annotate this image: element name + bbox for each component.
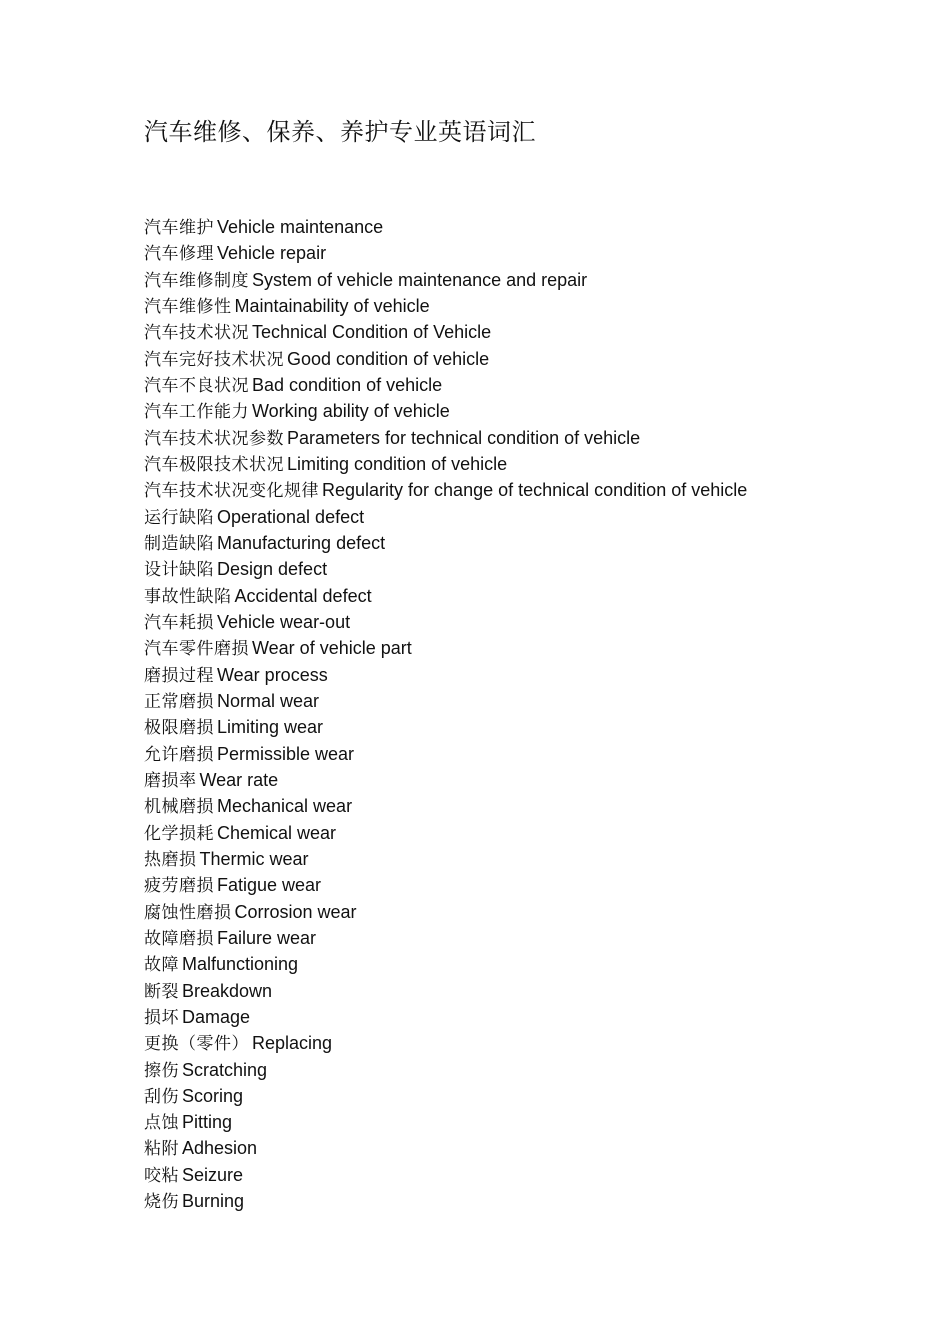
english-term: Bad condition of vehicle bbox=[252, 374, 443, 395]
chinese-term: 擦伤 bbox=[144, 1060, 179, 1081]
english-term: Damage bbox=[182, 1006, 251, 1027]
chinese-term: 允许磨损 bbox=[144, 744, 214, 765]
glossary-entry bbox=[144, 609, 747, 635]
english-term: Permissible wear bbox=[217, 743, 355, 764]
english-term: Normal wear bbox=[217, 690, 320, 711]
glossary-entry bbox=[144, 372, 747, 398]
english-term: Vehicle repair bbox=[217, 243, 327, 264]
glossary-entry bbox=[144, 688, 747, 714]
english-term: Limiting wear bbox=[217, 717, 324, 738]
glossary-entry bbox=[144, 346, 747, 372]
chinese-term: 汽车技术状况参数 bbox=[144, 428, 284, 449]
chinese-term: 汽车耗损 bbox=[144, 612, 214, 633]
english-term: Corrosion wear bbox=[234, 901, 357, 922]
chinese-term: 疲劳磨损 bbox=[144, 876, 214, 897]
chinese-term: 更换（零件） bbox=[144, 1034, 249, 1055]
english-term: Burning bbox=[182, 1191, 245, 1212]
chinese-term: 化学损耗 bbox=[144, 823, 214, 844]
english-term: Technical Condition of Vehicle bbox=[252, 322, 492, 343]
glossary-entry bbox=[144, 477, 747, 503]
glossary-entry bbox=[144, 267, 747, 293]
chinese-term: 汽车技术状况变化规律 bbox=[144, 481, 319, 502]
chinese-term: 汽车不良状况 bbox=[144, 375, 249, 396]
chinese-term: 磨损过程 bbox=[144, 665, 214, 686]
chinese-term: 汽车修理 bbox=[144, 244, 214, 265]
glossary-entry bbox=[144, 635, 747, 661]
glossary-entry bbox=[144, 793, 747, 819]
english-term: Limiting condition of vehicle bbox=[287, 453, 508, 474]
english-term: Chemical wear bbox=[217, 822, 337, 843]
english-term: Accidental defect bbox=[234, 585, 372, 606]
chinese-term: 汽车完好技术状况 bbox=[144, 349, 284, 370]
glossary-entry bbox=[144, 556, 747, 582]
glossary-entry bbox=[144, 872, 747, 898]
chinese-term: 运行缺陷 bbox=[144, 507, 214, 528]
english-term: Fatigue wear bbox=[217, 875, 322, 896]
english-term: Vehicle maintenance bbox=[217, 217, 384, 237]
chinese-term: 粘附 bbox=[144, 1139, 179, 1160]
english-term: Scratching bbox=[182, 1059, 268, 1080]
glossary-entry bbox=[144, 451, 747, 477]
chinese-term: 事故性缺陷 bbox=[144, 586, 232, 607]
english-term: Good condition of vehicle bbox=[287, 348, 490, 369]
glossary-entry bbox=[144, 951, 747, 977]
document-title: 汽车维修、保养、养护专业英语词汇 bbox=[144, 118, 536, 146]
english-term: Replacing bbox=[252, 1033, 333, 1054]
glossary-entry bbox=[144, 530, 747, 556]
chinese-term: 故障 bbox=[144, 955, 179, 976]
english-term: Maintainability of vehicle bbox=[234, 295, 430, 316]
glossary-entry bbox=[144, 583, 747, 609]
chinese-term: 损坏 bbox=[144, 1007, 179, 1028]
chinese-term: 汽车技术状况 bbox=[144, 323, 249, 344]
chinese-term: 点蚀 bbox=[144, 1113, 179, 1134]
chinese-term: 汽车维护 bbox=[144, 218, 214, 238]
chinese-term: 汽车维修性 bbox=[144, 296, 232, 317]
chinese-term: 正常磨损 bbox=[144, 691, 214, 712]
chinese-term: 汽车零件磨损 bbox=[144, 639, 249, 660]
chinese-term: 烧伤 bbox=[144, 1192, 179, 1213]
chinese-term: 断裂 bbox=[144, 981, 179, 1002]
english-term: Working ability of vehicle bbox=[252, 401, 450, 422]
english-term: Pitting bbox=[182, 1112, 233, 1133]
chinese-term: 汽车极限技术状况 bbox=[144, 454, 284, 475]
english-term: Vehicle wear-out bbox=[217, 611, 351, 632]
chinese-term: 极限磨损 bbox=[144, 718, 214, 739]
english-term: Seizure bbox=[182, 1164, 244, 1185]
chinese-term: 故障磨损 bbox=[144, 928, 214, 949]
english-term: Breakdown bbox=[182, 980, 273, 1001]
glossary-entry bbox=[144, 319, 747, 345]
english-term: Parameters for technical condition of vehicle bbox=[287, 427, 641, 448]
glossary-entry bbox=[144, 425, 747, 451]
chinese-term: 腐蚀性磨损 bbox=[144, 902, 232, 923]
english-term: Wear rate bbox=[199, 769, 279, 790]
glossary-entry bbox=[144, 925, 747, 951]
chinese-term: 咬粘 bbox=[144, 1165, 179, 1186]
chinese-term: 制造缺陷 bbox=[144, 533, 214, 554]
chinese-term: 刮伤 bbox=[144, 1086, 179, 1107]
chinese-term: 机械磨损 bbox=[144, 797, 214, 818]
english-term: Thermic wear bbox=[199, 848, 309, 869]
chinese-term: 汽车维修制度 bbox=[144, 270, 249, 291]
glossary-list bbox=[144, 214, 747, 1214]
glossary-entry bbox=[144, 820, 747, 846]
glossary-entry bbox=[144, 1109, 747, 1135]
glossary-entry bbox=[144, 1162, 747, 1188]
english-term: System of vehicle maintenance and repair bbox=[252, 269, 588, 290]
glossary-entry bbox=[144, 1057, 747, 1083]
glossary-entry bbox=[144, 1004, 747, 1030]
english-term: Manufacturing defect bbox=[217, 532, 386, 553]
english-term: Adhesion bbox=[182, 1138, 258, 1159]
glossary-entry bbox=[144, 1083, 747, 1109]
english-term: Scoring bbox=[182, 1085, 244, 1106]
glossary-entry bbox=[144, 767, 747, 793]
glossary-entry bbox=[144, 741, 747, 767]
glossary-entry bbox=[144, 846, 747, 872]
glossary-entry bbox=[144, 293, 747, 319]
english-term: Operational defect bbox=[217, 506, 365, 527]
glossary-entry bbox=[144, 240, 747, 266]
chinese-term: 热磨损 bbox=[144, 849, 197, 870]
glossary-entry bbox=[144, 1135, 747, 1161]
chinese-term: 磨损率 bbox=[144, 770, 197, 791]
english-term: Design defect bbox=[217, 559, 328, 580]
glossary-entry bbox=[144, 398, 747, 424]
glossary-entry bbox=[144, 899, 747, 925]
glossary-entry bbox=[144, 978, 747, 1004]
chinese-term: 设计缺陷 bbox=[144, 560, 214, 581]
glossary-entry bbox=[144, 1030, 747, 1056]
glossary-entry bbox=[144, 214, 747, 240]
english-term: Regularity for change of technical condition of vehicle bbox=[322, 480, 748, 501]
english-term: Mechanical wear bbox=[217, 796, 353, 817]
glossary-entry bbox=[144, 504, 747, 530]
english-term: Malfunctioning bbox=[182, 954, 299, 975]
glossary-entry bbox=[144, 1188, 747, 1214]
glossary-entry bbox=[144, 714, 747, 740]
english-term: Wear of vehicle part bbox=[252, 638, 412, 659]
glossary-entry bbox=[144, 662, 747, 688]
english-term: Failure wear bbox=[217, 927, 317, 948]
english-term: Wear process bbox=[217, 664, 328, 685]
chinese-term: 汽车工作能力 bbox=[144, 402, 249, 423]
